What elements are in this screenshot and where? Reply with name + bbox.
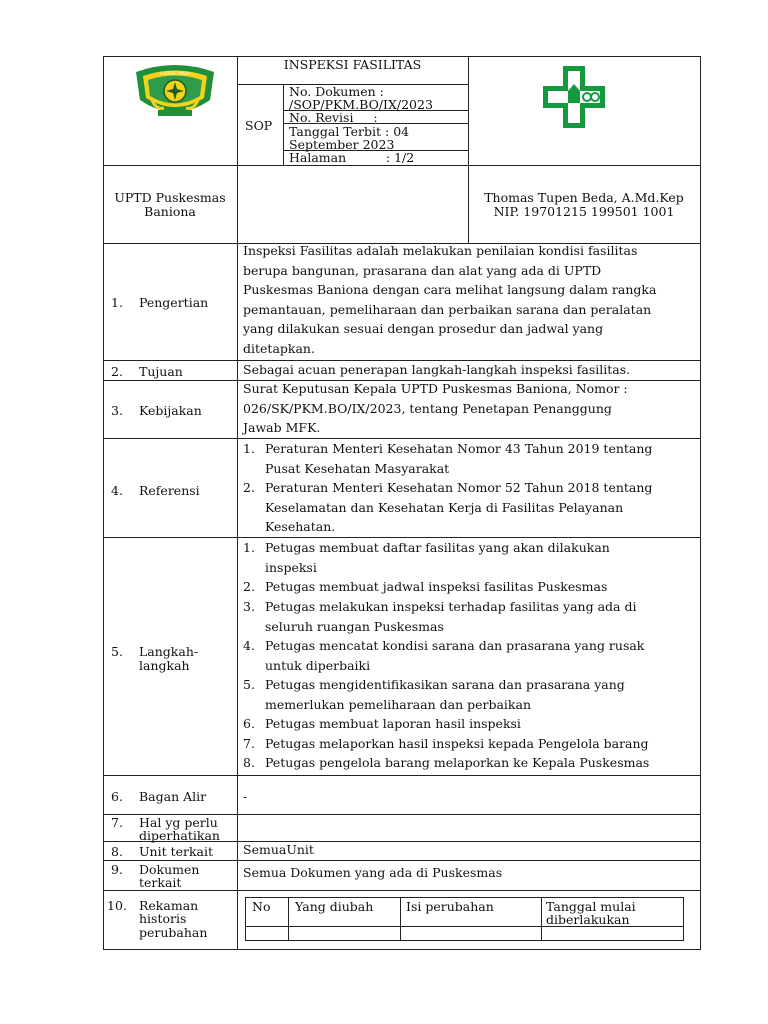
row-label-tujuan: Tujuan <box>139 364 183 379</box>
langkah-item <box>243 734 693 754</box>
row-label-rekaman-2: historis <box>139 911 187 926</box>
list-line: Petugas membuat daftar fasilitas yang akan dilakukan <box>265 540 610 555</box>
row-label-kebijakan: Kebijakan <box>139 403 202 418</box>
list-line: Peraturan Menteri Kesehatan Nomor 52 Tahun 2018 tentang <box>265 480 653 495</box>
referensi-item <box>243 478 693 538</box>
row-num-tujuan: 2. <box>111 364 123 379</box>
list-number: 3. <box>243 599 255 614</box>
history-table-bottom <box>245 940 683 941</box>
row-num-rekaman: 10. <box>107 898 127 913</box>
history-table-right <box>683 897 684 941</box>
list-line: Peraturan Menteri Kesehatan Nomor 43 Tahun 2019 tentang <box>265 441 653 456</box>
langkah-item <box>243 714 693 734</box>
row-label-langkah-2: langkah <box>139 658 190 673</box>
unit-text: SemuaUnit <box>243 842 314 857</box>
puskesmas-cross-logo <box>537 60 611 134</box>
list-line: Petugas melakukan inspeksi terhadap fasilitas yang ada di <box>265 599 637 614</box>
history-col-header: Yang diubah <box>295 899 374 914</box>
row-label-hal-2: diperhatikan <box>139 828 220 843</box>
row-num-unit: 8. <box>111 844 123 859</box>
row-label-rekaman-3: perubahan <box>139 925 208 940</box>
list-line: Petugas membuat jadwal inspeksi fasilitas Puskesmas <box>265 579 608 594</box>
emblem-text: FLORES TIMUR <box>160 71 190 76</box>
border-right <box>700 56 701 950</box>
row-num-langkah: 5. <box>111 644 123 659</box>
row-num-kebijakan: 3. <box>111 403 123 418</box>
list-number: 5. <box>243 677 255 692</box>
row-num-dokumen: 9. <box>111 862 123 877</box>
history-col-header: diberlakukan <box>546 912 630 927</box>
row-label-rekaman-1: Rekaman <box>139 898 199 913</box>
history-table-left <box>245 897 246 941</box>
list-line: Petugas mengidentifikasikan sarana dan prasarana yang <box>265 677 625 692</box>
list-line: memerlukan pemeliharaan dan perbaikan <box>265 696 532 712</box>
bagan-text: - <box>243 789 248 804</box>
header-line-1 <box>103 165 700 166</box>
history-col-header: No <box>252 899 271 914</box>
list-line: Kesehatan. <box>265 519 336 535</box>
row-line-1 <box>103 360 700 361</box>
list-line: Petugas melaporkan hasil inspeksi kepada Pengelola barang <box>265 736 649 751</box>
no-revisi: No. Revisi : <box>289 110 378 125</box>
signer-nip: NIP. 19701215 199501 1001 <box>493 204 675 219</box>
list-number: 2. <box>243 579 255 594</box>
document-title: INSPEKSI FASILITAS <box>283 57 422 72</box>
unit-name-line-1: UPTD Puskesmas <box>114 190 226 205</box>
langkah-item <box>243 675 693 715</box>
list-line: inspeksi <box>265 559 317 575</box>
list-line: Petugas pengelola barang melaporkan ke Kepala Puskesmas <box>265 755 650 770</box>
row-label-referensi: Referensi <box>139 483 200 498</box>
body-column-divider <box>237 243 238 949</box>
pengertian-text <box>243 241 693 359</box>
referensi-item <box>243 439 693 479</box>
langkah-item <box>243 597 693 637</box>
sop-label: SOP <box>245 118 273 133</box>
unit-name-line-2: Baniona <box>144 204 196 219</box>
row-label-dokumen-1: Dokumen <box>139 862 200 877</box>
list-line: Petugas mencatat kondisi sarana dan prasarana yang rusak <box>265 638 645 653</box>
pengertian-line: ditetapkan. <box>243 340 315 356</box>
history-table-col-3 <box>541 897 542 941</box>
langkah-item <box>243 753 693 773</box>
row-label-bagan: Bagan Alir <box>139 789 207 804</box>
history-table-col-2 <box>400 897 401 941</box>
row-num-referensi: 4. <box>111 483 123 498</box>
list-line: Keselamatan dan Kesehatan Kerja di Fasilitas Pelayanan <box>265 499 624 515</box>
kebijakan-text <box>243 379 655 438</box>
pengertian-line: Puskesmas Baniona dengan cara melihat langsung dalam rangka <box>243 282 657 298</box>
history-col-header: Tanggal mulai <box>546 899 636 914</box>
history-table-top <box>245 897 683 898</box>
list-number: 2. <box>243 480 255 495</box>
row-line-9 <box>103 890 700 891</box>
row-line-5 <box>103 775 700 776</box>
langkah-item <box>243 577 693 597</box>
list-number: 1. <box>243 540 255 555</box>
kebijakan-line: Surat Keputusan Kepala UPTD Puskesmas Baniona, Nomor : <box>243 381 628 396</box>
row-label-hal-1: Hal yg perlu <box>139 815 218 830</box>
row-label-dokumen-2: terkait <box>139 875 182 890</box>
list-number: 4. <box>243 638 255 653</box>
no-dokumen-label: No. Dokumen : <box>289 84 384 99</box>
list-line: untuk diperbaiki <box>265 657 371 673</box>
row-line-8 <box>103 860 700 861</box>
kebijakan-line: 026/SK/PKM.BO/IX/2023, tentang Penetapan Penanggung <box>243 400 612 416</box>
row-num-pengertian: 1. <box>111 295 123 310</box>
sop-label-divider <box>283 84 284 165</box>
regional-emblem-logo <box>130 60 220 122</box>
halaman: Halaman : 1/2 <box>289 150 415 165</box>
list-line: Petugas membuat laporan hasil inspeksi <box>265 716 521 731</box>
history-table-col-1 <box>288 897 289 941</box>
list-line: seluruh ruangan Puskesmas <box>265 618 444 634</box>
no-dokumen-value: /SOP/PKM.BO/IX/2023 <box>289 97 433 112</box>
list-number: 8. <box>243 755 255 770</box>
row-num-hal: 7. <box>111 815 123 830</box>
row-label-pengertian: Pengertian <box>139 295 209 310</box>
signer-name: Thomas Tupen Beda, A.Md.Kep <box>484 190 684 205</box>
tanggal-terbit-line-2: September 2023 <box>289 137 395 152</box>
dokumen-text: Semua Dokumen yang ada di Puskesmas <box>243 865 503 880</box>
list-line: Pusat Kesehatan Masyarakat <box>265 460 450 476</box>
list-number: 7. <box>243 736 255 751</box>
tanggal-terbit-line-1: Tanggal Terbit : 04 <box>289 124 410 139</box>
row-label-langkah-1: Langkah- <box>139 644 199 659</box>
pengertian-line: pemantauan, pemeliharaan dan perbaikan sarana dan peralatan <box>243 301 652 317</box>
tujuan-text: Sebagai acuan penerapan langkah-langkah inspeksi fasilitas. <box>243 362 631 377</box>
langkah-item <box>243 636 693 676</box>
pengertian-line: berupa bangunan, prasarana dan alat yang ada di UPTD <box>243 262 602 278</box>
langkah-item <box>243 538 693 578</box>
pengertian-line: Inspeksi Fasilitas adalah melakukan penilaian kondisi fasilitas <box>243 243 638 258</box>
row-label-unit: Unit terkait <box>139 844 214 859</box>
pengertian-line: yang dilakukan sesuai dengan prosedur dan jadwal yang <box>243 321 604 337</box>
history-col-header: Isi perubahan <box>406 899 494 914</box>
kebijakan-line: Jawab MFK. <box>243 420 321 436</box>
border-bottom <box>103 949 700 950</box>
list-number: 6. <box>243 716 255 731</box>
row-num-bagan: 6. <box>111 789 123 804</box>
list-number: 1. <box>243 441 255 456</box>
